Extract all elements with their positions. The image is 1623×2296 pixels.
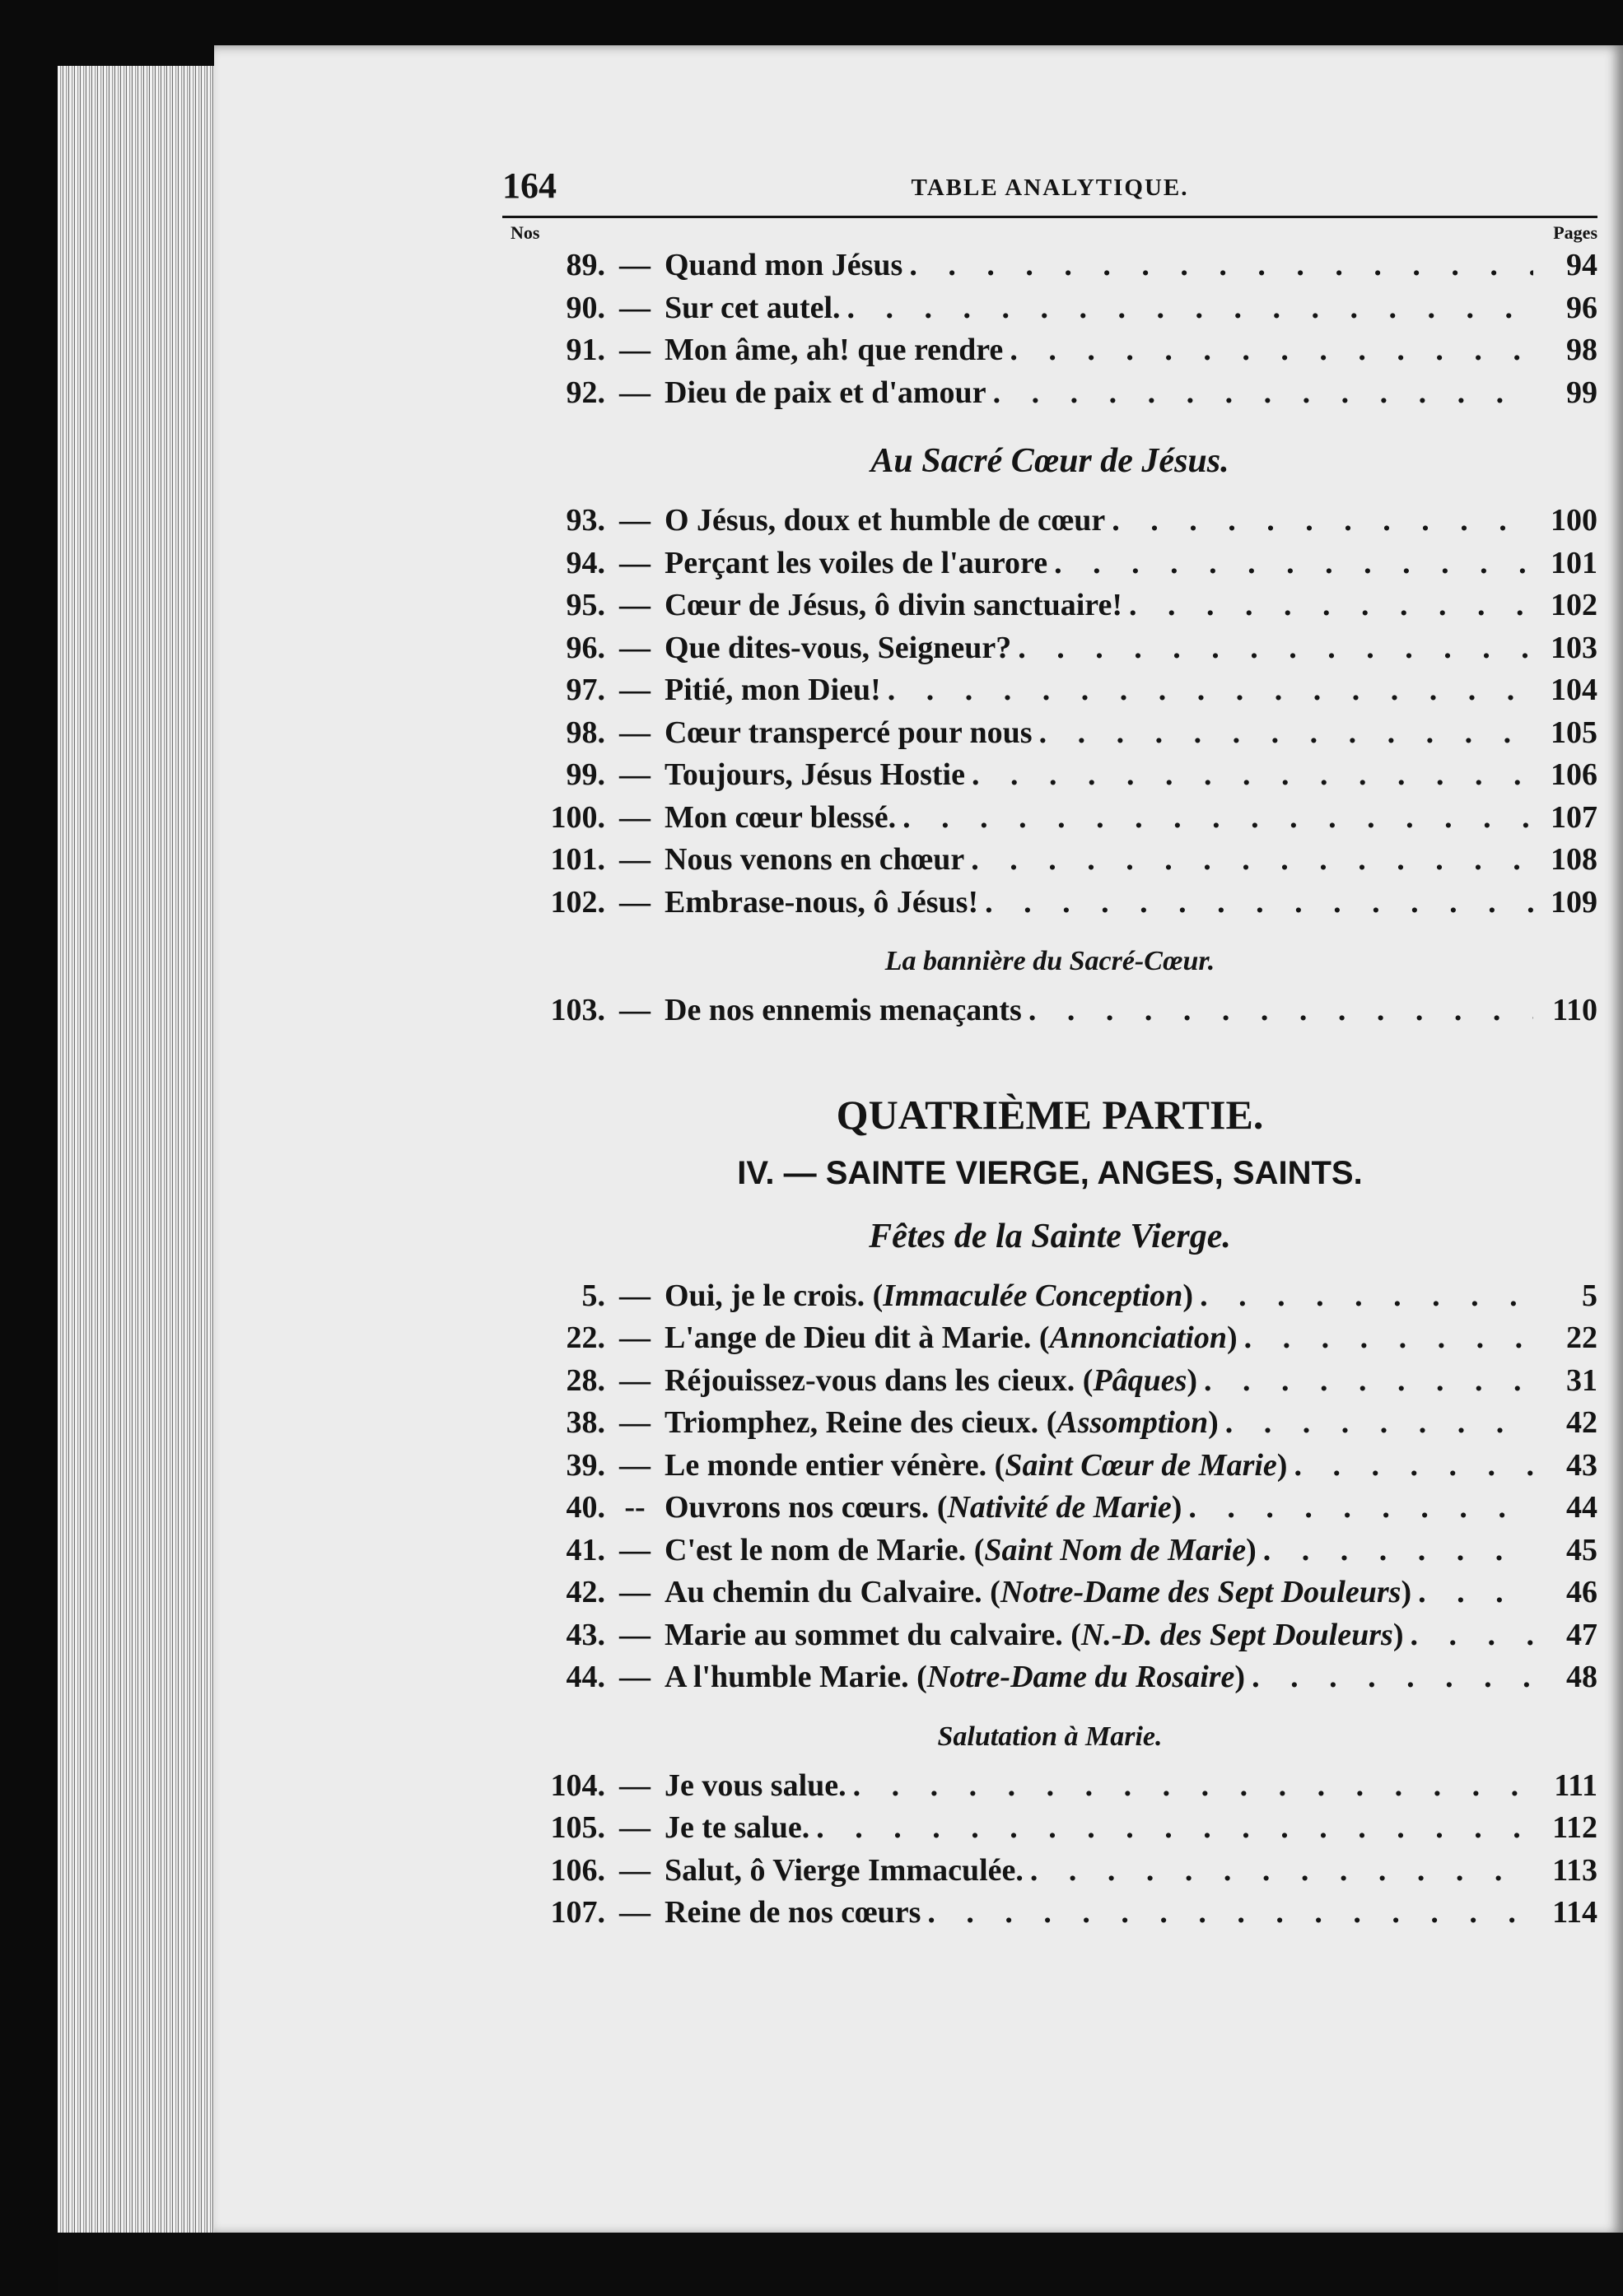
entry-page: 99 — [1566, 375, 1597, 410]
entry-number: 95. — [566, 588, 605, 622]
dot-leader — [1204, 1362, 1533, 1399]
entry-dash: — — [619, 1660, 651, 1694]
entry-title: Triomphez, Reine des cieux. (Assomption) — [665, 1405, 1219, 1440]
entry-page: 111 — [1554, 1767, 1597, 1803]
section-heading-fetes: Fêtes de la Sainte Vierge. — [869, 1217, 1231, 1255]
entry-dash: — — [619, 993, 651, 1027]
entry-title-text: Au chemin du Calvaire. — [665, 1575, 982, 1609]
dot-leader — [1010, 332, 1533, 368]
entry-page: 46 — [1566, 1575, 1597, 1609]
dot-leader — [1294, 1447, 1533, 1483]
toc-entry — [502, 715, 1597, 757]
dot-leader — [1018, 630, 1533, 666]
dot-leader — [1129, 587, 1533, 623]
toc-entry — [502, 587, 1597, 630]
entry-title: Au chemin du Calvaire. (Notre-Dame des Sept Douleurs) — [665, 1575, 1412, 1609]
dot-leader — [1030, 1852, 1533, 1888]
toc-entry — [502, 1489, 1597, 1532]
toc-entry — [502, 630, 1597, 673]
dot-leader — [816, 1809, 1533, 1846]
entry-page: 103 — [1551, 630, 1597, 665]
header-rule — [502, 216, 1597, 218]
entry-title: Je te salue. — [665, 1810, 810, 1845]
toc-entry — [502, 332, 1597, 375]
entry-page: 107 — [1551, 799, 1597, 835]
entry-title: Quand mon Jésus — [665, 248, 903, 282]
toc-entry — [502, 799, 1597, 842]
entry-number: 107. — [550, 1895, 605, 1930]
entry-title: Mon cœur blessé. — [665, 799, 897, 835]
toc-entry — [502, 1574, 1597, 1617]
entry-title-text: Réjouissez-vous dans les cieux. — [665, 1362, 1075, 1398]
entry-dash: — — [619, 884, 651, 920]
toc-entry — [502, 375, 1597, 417]
section-heading-sacre-coeur: Au Sacré Cœur de Jésus. — [870, 442, 1229, 480]
entry-title: Le monde entier vénère. (Saint Cœur de Marie) — [665, 1447, 1288, 1483]
toc-entry — [502, 1404, 1597, 1447]
toc-entry — [502, 1532, 1597, 1575]
entry-dash: — — [619, 1810, 651, 1845]
dot-leader — [853, 1767, 1533, 1804]
entry-page: 96 — [1566, 290, 1597, 325]
entry-feast: N.-D. des Sept Douleurs — [1080, 1617, 1393, 1652]
entry-page: 101 — [1551, 545, 1597, 580]
entry-dash: — — [619, 630, 651, 665]
toc-entry — [502, 247, 1597, 290]
entry-page: 109 — [1551, 884, 1597, 920]
dot-leader — [993, 375, 1533, 411]
entry-title: De nos ennemis menaçants — [665, 993, 1022, 1027]
running-title: TABLE ANALYTIQUE. — [911, 175, 1189, 201]
dot-leader — [1112, 502, 1533, 538]
entry-title-text: Marie au sommet du calvaire. — [665, 1617, 1063, 1652]
entry-feast: Assomption — [1056, 1405, 1209, 1440]
scan-border — [58, 2233, 1623, 2296]
entry-page: 47 — [1566, 1617, 1597, 1652]
entry-number: 41. — [566, 1532, 605, 1567]
dot-leader — [888, 672, 1533, 708]
toc-entry — [502, 1278, 1597, 1320]
entry-dash: — — [619, 1895, 651, 1930]
entry-title: L'ange de Dieu dit à Marie. (Annonciation) — [665, 1320, 1238, 1355]
entry-title: Reine de nos cœurs — [665, 1895, 921, 1930]
toc-entry — [502, 1447, 1597, 1490]
entry-dash: — — [619, 757, 651, 792]
entry-page: 100 — [1551, 503, 1597, 538]
entry-dash: — — [619, 1278, 651, 1313]
entry-title: C'est le nom de Marie. (Saint Nom de Marie) — [665, 1532, 1257, 1567]
entry-dash: — — [619, 1362, 651, 1398]
toc-entry — [502, 992, 1597, 1035]
section-heading-banniere: La bannière du Sacré-Cœur. — [884, 946, 1215, 976]
entry-number: 40. — [566, 1490, 605, 1525]
entry-number: 102. — [550, 884, 605, 920]
toc-entry — [502, 1320, 1597, 1362]
page-header — [502, 165, 1597, 214]
entry-dash: — — [619, 545, 651, 580]
entry-number: 99. — [566, 757, 605, 792]
entry-number: 96. — [566, 630, 605, 665]
toc-entry — [502, 545, 1597, 588]
entry-page: 44 — [1566, 1490, 1597, 1525]
entry-title: Cœur de Jésus, ô divin sanctuaire! — [665, 588, 1122, 622]
entry-dash: — — [619, 503, 651, 538]
dot-leader — [1418, 1574, 1533, 1610]
toc-entry — [502, 1362, 1597, 1405]
entry-number: 38. — [566, 1405, 605, 1440]
entry-title: Sur cet autel. — [665, 290, 841, 325]
entry-number: 22. — [566, 1320, 605, 1355]
dot-leader — [1244, 1320, 1533, 1356]
entry-page: 45 — [1566, 1532, 1597, 1567]
entry-dash: — — [619, 588, 651, 622]
toc-entry — [502, 672, 1597, 715]
toc-entry — [502, 1852, 1597, 1895]
entry-title-text: A l'humble Marie. — [665, 1660, 909, 1694]
entry-title: Perçant les voiles de l'aurore — [665, 545, 1048, 580]
entry-number: 89. — [566, 248, 605, 282]
dot-leader — [909, 247, 1533, 283]
numbers-column-label: Nos — [511, 222, 540, 243]
dot-leader — [1252, 1659, 1533, 1695]
dot-leader — [971, 841, 1533, 878]
entry-dash: — — [619, 1852, 651, 1888]
entry-number: 5. — [581, 1278, 605, 1313]
table-of-contents — [502, 165, 1597, 1937]
entry-dash: — — [619, 673, 651, 707]
entry-title: Marie au sommet du calvaire. (N.-D. des Sept Douleurs) — [665, 1617, 1404, 1652]
entry-dash: — — [619, 1320, 651, 1355]
entry-number: 94. — [566, 545, 605, 580]
entry-page: 5 — [1582, 1278, 1597, 1313]
page-number: 164 — [502, 165, 557, 206]
entry-title: Dieu de paix et d'amour — [665, 375, 986, 410]
toc-entry — [502, 757, 1597, 799]
entry-dash: — — [619, 333, 651, 367]
entry-dash: — — [619, 1617, 651, 1652]
entry-page: 31 — [1566, 1362, 1597, 1398]
dot-leader — [1039, 715, 1533, 751]
entry-title-text: Ouvrons nos cœurs. — [665, 1490, 930, 1525]
entry-page: 43 — [1566, 1447, 1597, 1483]
entry-dash: — — [619, 248, 651, 282]
entry-page: 105 — [1551, 715, 1597, 750]
entry-dash: — — [619, 375, 651, 410]
entry-dash: — — [619, 290, 651, 325]
entry-dash: -- — [624, 1490, 646, 1525]
toc-entry — [502, 1659, 1597, 1702]
entry-feast: Notre-Dame du Rosaire — [926, 1660, 1235, 1694]
entry-dash: — — [619, 1405, 651, 1440]
dot-leader — [972, 757, 1533, 793]
toc-entry — [502, 290, 1597, 333]
entry-page: 42 — [1566, 1405, 1597, 1440]
entry-feast: Saint Nom de Marie — [984, 1532, 1247, 1567]
toc-entry — [502, 884, 1597, 927]
entry-feast: Saint Cœur de Marie — [1005, 1447, 1277, 1483]
entry-title-text: Triomphez, Reine des cieux. — [665, 1405, 1039, 1440]
entry-title: Nous venons en chœur — [665, 842, 965, 877]
entry-number: 98. — [566, 715, 605, 750]
part-subtitle: IV. — SAINTE VIERGE, ANGES, SAINTS. — [737, 1154, 1363, 1191]
entry-number: 43. — [566, 1617, 605, 1652]
entry-page: 113 — [1552, 1852, 1597, 1888]
entry-title: Ouvrons nos cœurs. (Nativité de Marie) — [665, 1490, 1182, 1525]
toc-entry — [502, 841, 1597, 884]
entry-feast: Immaculée Conception — [883, 1278, 1183, 1313]
entry-title: Réjouissez-vous dans les cieux. (Pâques) — [665, 1362, 1198, 1398]
dot-leader — [927, 1894, 1533, 1930]
entry-number: 92. — [566, 375, 605, 410]
dot-leader — [847, 290, 1533, 326]
entry-number: 97. — [566, 673, 605, 707]
entry-page: 106 — [1551, 757, 1597, 792]
entry-title: Embrase-nous, ô Jésus! — [665, 884, 979, 920]
entry-number: 100. — [550, 799, 605, 835]
entry-title-text: Le monde entier vénère. — [665, 1447, 987, 1483]
entry-page: 114 — [1552, 1895, 1597, 1930]
entry-number: 104. — [550, 1767, 605, 1803]
entry-title: Oui, je le crois. (Immaculée Conception) — [665, 1278, 1194, 1313]
entry-title: Que dites-vous, Seigneur? — [665, 630, 1012, 665]
entry-page: 48 — [1566, 1660, 1597, 1694]
dot-leader — [1188, 1489, 1533, 1525]
entry-number: 90. — [566, 290, 605, 325]
entry-number: 28. — [566, 1362, 605, 1398]
entry-number: 105. — [550, 1810, 605, 1845]
dot-leader — [1028, 992, 1533, 1028]
entry-dash: — — [619, 1767, 651, 1803]
entry-page: 22 — [1566, 1320, 1597, 1355]
section-heading-salutation: Salutation à Marie. — [937, 1721, 1163, 1752]
entry-title-text: L'ange de Dieu dit à Marie. — [665, 1320, 1032, 1355]
entry-number: 42. — [566, 1575, 605, 1609]
entry-page: 98 — [1566, 333, 1597, 367]
entry-title: Salut, ô Vierge Immaculée. — [665, 1852, 1024, 1888]
entry-dash: — — [619, 1532, 651, 1567]
dot-leader — [1054, 545, 1533, 581]
dot-leader — [902, 799, 1533, 836]
entry-number: 91. — [566, 333, 605, 367]
column-headers — [502, 222, 1597, 247]
toc-entry — [502, 1767, 1597, 1810]
entry-title: Mon âme, ah! que rendre — [665, 333, 1004, 367]
entry-dash: — — [619, 799, 651, 835]
entry-feast: Nativité de Marie — [947, 1490, 1172, 1525]
part-title: QUATRIÈME PARTIE. — [836, 1091, 1264, 1138]
entry-number: 106. — [550, 1852, 605, 1888]
entry-title: Pitié, mon Dieu! — [665, 673, 881, 707]
dot-leader — [1225, 1404, 1533, 1441]
dot-leader — [1263, 1532, 1533, 1568]
dot-leader — [1200, 1278, 1533, 1314]
entry-title: Toujours, Jésus Hostie — [665, 757, 965, 792]
entry-dash: — — [619, 1575, 651, 1609]
entry-page: 94 — [1566, 248, 1597, 282]
dot-leader — [1410, 1617, 1533, 1653]
entry-page: 104 — [1551, 673, 1597, 707]
entry-title: Je vous salue. — [665, 1767, 846, 1803]
dot-leader — [985, 884, 1533, 920]
entry-page: 108 — [1551, 842, 1597, 877]
entry-dash: — — [619, 715, 651, 750]
entry-number: 103. — [550, 993, 605, 1027]
entry-number: 101. — [550, 842, 605, 877]
entry-title-text: Oui, je le crois. — [665, 1278, 865, 1313]
entry-feast: Pâques — [1093, 1362, 1187, 1398]
entry-title-text: C'est le nom de Marie. — [665, 1532, 967, 1567]
toc-entry — [502, 1894, 1597, 1937]
entry-dash: — — [619, 842, 651, 877]
entry-page: 102 — [1551, 588, 1597, 622]
toc-entry — [502, 1809, 1597, 1852]
entry-page: 112 — [1552, 1810, 1597, 1845]
entry-number: 39. — [566, 1447, 605, 1483]
entry-title: A l'humble Marie. (Notre-Dame du Rosaire) — [665, 1660, 1246, 1694]
pages-column-label: Pages — [1553, 222, 1597, 243]
entry-number: 44. — [566, 1660, 605, 1694]
entry-page: 110 — [1552, 993, 1597, 1027]
entry-title: O Jésus, doux et humble de cœur — [665, 503, 1106, 538]
entry-title: Cœur transpercé pour nous — [665, 715, 1033, 750]
toc-entry — [502, 502, 1597, 545]
entry-feast: Notre-Dame des Sept Douleurs — [1000, 1575, 1401, 1609]
entry-feast: Annonciation — [1049, 1320, 1227, 1355]
entry-dash: — — [619, 1447, 651, 1483]
toc-entry — [502, 1617, 1597, 1660]
entry-number: 93. — [566, 503, 605, 538]
